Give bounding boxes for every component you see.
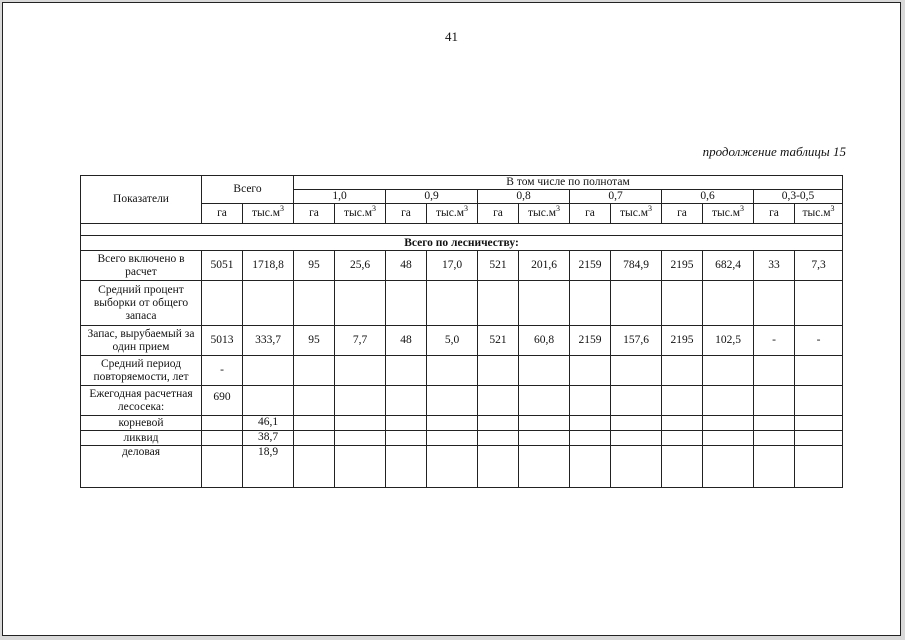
header-density-4: 0,7: [570, 190, 662, 204]
table-cell: 2195: [662, 251, 703, 281]
unit-volume-header: [795, 204, 843, 224]
table-cell: [202, 431, 243, 446]
table-cell: [795, 431, 843, 446]
table-cell: 95: [294, 326, 335, 356]
table-cell: 333,7: [243, 326, 294, 356]
table-cell: [294, 356, 335, 386]
table-cell: [243, 386, 294, 416]
table-row: [81, 281, 843, 326]
table-cell: 18,9: [243, 446, 294, 488]
table-cell: [662, 431, 703, 446]
table-cell: [703, 281, 754, 326]
table-cell: [662, 356, 703, 386]
table-cell: [519, 386, 570, 416]
spacer-row: [81, 224, 843, 236]
table-cell: [294, 386, 335, 416]
table-cell: [611, 356, 662, 386]
unit-ha-header: га: [754, 204, 795, 224]
unit-volume-text: тыс.м: [528, 207, 557, 219]
table-cell: 521: [478, 251, 519, 281]
table-cell: 2195: [662, 326, 703, 356]
unit-ha-header: га: [478, 204, 519, 224]
unit-volume-text: тыс.м: [252, 207, 281, 219]
table-cell: [703, 386, 754, 416]
row-label: ликвид: [81, 431, 202, 446]
table-cell: [519, 431, 570, 446]
table-cell: 690: [202, 386, 243, 416]
row-label: деловая: [81, 446, 202, 488]
table-cell: [795, 356, 843, 386]
table-cell: [754, 431, 795, 446]
table-cell: [294, 416, 335, 431]
table-cell: 521: [478, 326, 519, 356]
table-cell: [294, 431, 335, 446]
table-cell: 46,1: [243, 416, 294, 431]
table-cell: [519, 281, 570, 326]
unit-volume-header: [519, 204, 570, 224]
unit-ha-header: га: [570, 204, 611, 224]
table-cell: [662, 386, 703, 416]
table-cell: [570, 446, 611, 488]
unit-ha-header: га: [662, 204, 703, 224]
table-cell: -: [754, 326, 795, 356]
table-cell: [519, 446, 570, 488]
table-cell: 157,6: [611, 326, 662, 356]
table-cell: [335, 281, 386, 326]
table-cell: 682,4: [703, 251, 754, 281]
unit-ha-header: га: [294, 204, 335, 224]
table-cell: [570, 281, 611, 326]
table-cell: [570, 386, 611, 416]
data-table: [80, 175, 843, 488]
unit-volume-superscript: 3: [830, 204, 835, 214]
unit-volume-text: тыс.м: [620, 207, 649, 219]
table-cell: [335, 386, 386, 416]
unit-volume-superscript: 3: [648, 204, 653, 214]
table-cell: [478, 431, 519, 446]
header-total: Всего: [202, 176, 294, 204]
table-cell: [243, 356, 294, 386]
table-cell: [795, 386, 843, 416]
table-cell: [703, 446, 754, 488]
table-cell: [386, 356, 427, 386]
row-label: Средний период повторяемости, лет: [81, 356, 202, 386]
table-cell: [386, 431, 427, 446]
table-row: [81, 356, 843, 386]
table-cell: [335, 356, 386, 386]
table-cell: [662, 446, 703, 488]
header-density-3: 0,8: [478, 190, 570, 204]
table-cell: [611, 386, 662, 416]
table-cell: [611, 446, 662, 488]
table-cell: [386, 386, 427, 416]
table-cell: [427, 431, 478, 446]
unit-volume-text: тыс.м: [712, 207, 741, 219]
row-label: Ежегодная расчетная лесосека:: [81, 386, 202, 416]
table-cell: [478, 281, 519, 326]
table-cell: 5051: [202, 251, 243, 281]
table-cell: [795, 281, 843, 326]
table-cell: [386, 446, 427, 488]
table-cell: [519, 416, 570, 431]
table-cell: [294, 281, 335, 326]
table-cell: 784,9: [611, 251, 662, 281]
table-cell: [703, 356, 754, 386]
table-cell: [335, 416, 386, 431]
table-cell: [662, 281, 703, 326]
unit-volume-text: тыс.м: [802, 207, 831, 219]
header-by-density: В том числе по полнотам: [294, 176, 843, 190]
table-cell: 7,3: [795, 251, 843, 281]
table-cell: [703, 431, 754, 446]
table-cell: [427, 416, 478, 431]
table-cell: 48: [386, 326, 427, 356]
table-cell: [202, 416, 243, 431]
table-cell: [427, 386, 478, 416]
table-cell: [611, 431, 662, 446]
table-cell: 33: [754, 251, 795, 281]
table-cell: [294, 446, 335, 488]
table-cell: [427, 446, 478, 488]
table-cell: 38,7: [243, 431, 294, 446]
table-row: [81, 326, 843, 356]
table-cell: -: [795, 326, 843, 356]
table-cell: [754, 446, 795, 488]
table-cell: 201,6: [519, 251, 570, 281]
table-cell: [478, 446, 519, 488]
table-cell: [754, 416, 795, 431]
table-row: [81, 251, 843, 281]
unit-volume-header: [611, 204, 662, 224]
table-cell: [570, 356, 611, 386]
table-row: [81, 386, 843, 416]
table-cell: [570, 431, 611, 446]
row-label: корневой: [81, 416, 202, 431]
table-cell: [478, 386, 519, 416]
row-label: Запас, вырубаемый за один прием: [81, 326, 202, 356]
table-cell: [243, 281, 294, 326]
unit-volume-superscript: 3: [556, 204, 561, 214]
table-cell: 25,6: [335, 251, 386, 281]
unit-volume-header: [427, 204, 478, 224]
unit-volume-text: тыс.м: [344, 207, 373, 219]
unit-volume-header: [243, 204, 294, 224]
table-row: [81, 431, 843, 446]
table-cell: [202, 281, 243, 326]
unit-volume-superscript: 3: [740, 204, 745, 214]
header-density-2: 0,9: [386, 190, 478, 204]
table-cell: [386, 416, 427, 431]
unit-volume-text: тыс.м: [436, 207, 465, 219]
table-cell: [754, 281, 795, 326]
unit-volume-header: [703, 204, 754, 224]
table-cell: 1718,8: [243, 251, 294, 281]
unit-volume-superscript: 3: [372, 204, 377, 214]
table-cell: [427, 356, 478, 386]
section-row: [81, 236, 843, 251]
table-cell: 48: [386, 251, 427, 281]
header-indicators: Показатели: [81, 176, 202, 224]
table-cell: 5,0: [427, 326, 478, 356]
table-cell: [519, 356, 570, 386]
table-cell: [478, 416, 519, 431]
table-cell: [611, 416, 662, 431]
section-title: Всего по лесничеству:: [81, 236, 843, 251]
table-cell: [611, 281, 662, 326]
table-cell: 5013: [202, 326, 243, 356]
table-cell: 2159: [570, 251, 611, 281]
table-cell: [795, 446, 843, 488]
table-cell: [386, 281, 427, 326]
table-cell: [335, 431, 386, 446]
row-label: Всего включено в расчет: [81, 251, 202, 281]
table-cell: [703, 416, 754, 431]
table-cell: 60,8: [519, 326, 570, 356]
header-density-1: 1,0: [294, 190, 386, 204]
table-cell: [754, 386, 795, 416]
document-page: [2, 2, 901, 636]
unit-volume-superscript: 3: [280, 204, 285, 214]
table-cell: 102,5: [703, 326, 754, 356]
row-label: Средний процент выборки от общего запаса: [81, 281, 202, 326]
table-cell: 95: [294, 251, 335, 281]
unit-ha-header: га: [386, 204, 427, 224]
unit-ha-header: га: [202, 204, 243, 224]
table-cell: [427, 281, 478, 326]
table-cell: [478, 356, 519, 386]
header-density-6: 0,3-0,5: [754, 190, 843, 204]
table-cell: [570, 416, 611, 431]
table-cell: [662, 416, 703, 431]
unit-volume-header: [335, 204, 386, 224]
table-cell: 2159: [570, 326, 611, 356]
table-cell: [795, 416, 843, 431]
unit-volume-superscript: 3: [464, 204, 469, 214]
table-cell: [754, 356, 795, 386]
table-cell: -: [202, 356, 243, 386]
table-cell: 7,7: [335, 326, 386, 356]
header-density-5: 0,6: [662, 190, 754, 204]
table-continuation-caption: продолжение таблицы 15: [702, 144, 846, 159]
table-row: [81, 446, 843, 488]
table-row: [81, 416, 843, 431]
page-number: 41: [445, 29, 458, 44]
table-cell: 17,0: [427, 251, 478, 281]
table-cell: [202, 446, 243, 488]
table-cell: [335, 446, 386, 488]
